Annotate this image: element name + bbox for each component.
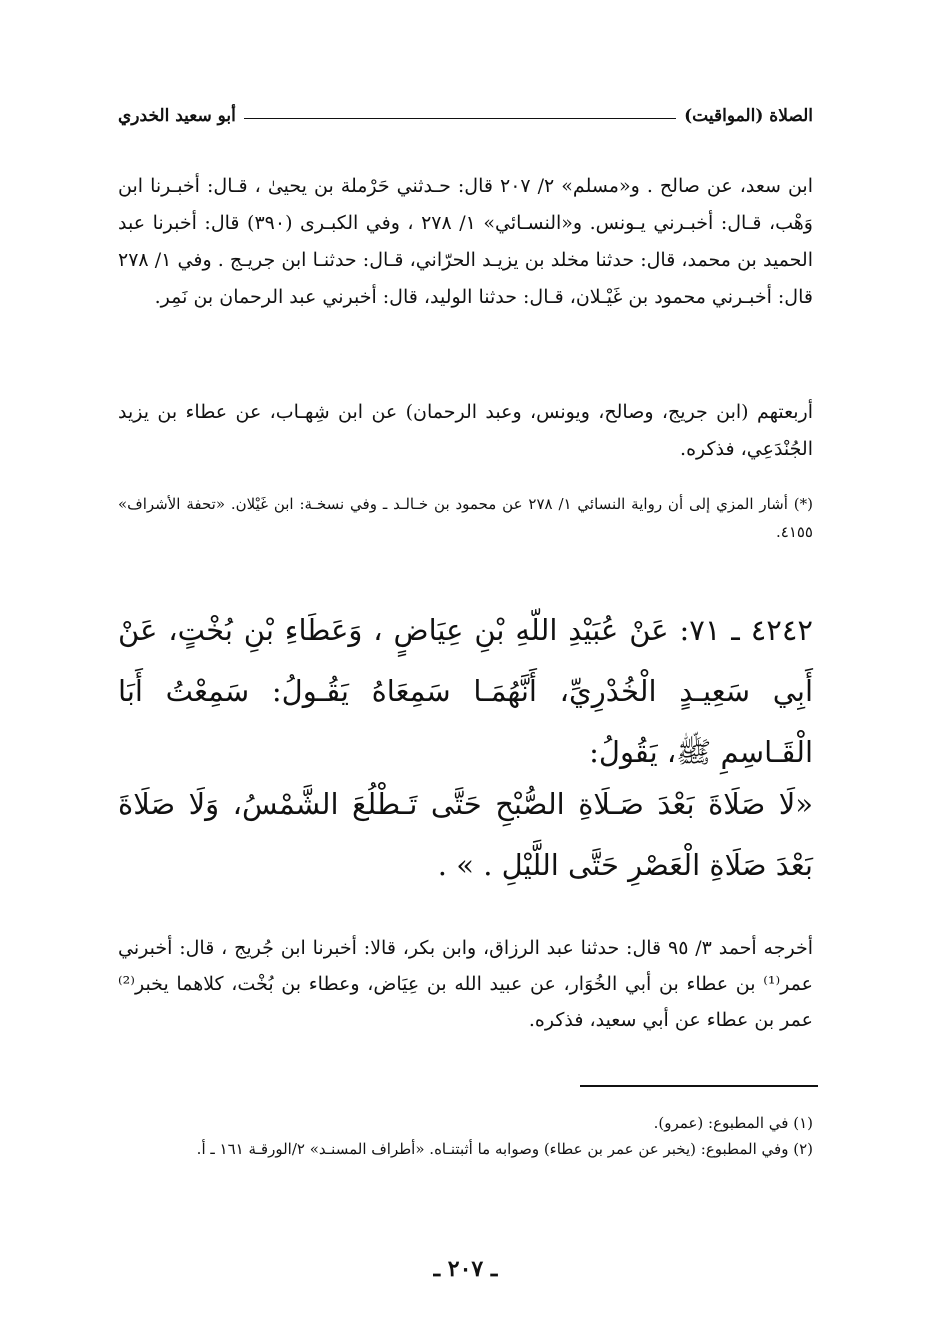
page-number: ـ ٢٠٧ ـ (433, 1256, 498, 1282)
footnote-separator (580, 1085, 818, 1087)
header-rule (244, 118, 676, 119)
takhrij-paragraph: أخرجه أحمد ٣/ ٩٥ قال: حدثنا عبد الرزاق، وابن بكر، قالا: أخبرنا ابن جُريج ، قال: أخبرني عمر⁽¹⁾ بن عطاء بن أبي الخُوَار، عن عبيد الله بن عِيَاض، وعطاء بن بُخْت، كلاهما يخبر⁽²⁾ عمر بن عطاء عن أبي سعيد، فذكره. (118, 937, 813, 1031)
hadith-matn: «لَا صَلَاةَ بَعْدَ صَـلَاةِ الصُّبْحِ حَتَّى تَـطْلُعَ الشَّمْسُ، وَلَا صَلَاةَ بَعْدَ صَلَاةِ الْعَصْرِ حَتَّى اللَّيْلِ . » . (118, 787, 813, 882)
narrator-title: أبو سعيد الخدري (118, 106, 236, 126)
hadith-isnad: ٤٢٤٢ ـ ٧١: عَنْ عُبَيْدِ اللّهِ بْنِ عِيَاضٍ ، وَعَطَاءِ بْنِ بُخْتٍ، عَنْ أَبِي سَعِيـدٍ الْخُدْرِيِّ، أَنَّهُمَـا سَمِعَاهُ يَقُـولُ: سَمِعْتُ أَبَا الْقَـاسِمِ ﷺ، يَقُولُ: (118, 613, 813, 769)
sources-paragraph-2: أربعتهم (ابن جريج، وصالح، ويونس، وعبد الرحمان) عن ابن شِهـاب، عن عطاء بن يزيد الجُنْدَعِي، فذكره. (118, 401, 813, 460)
footnote-2: (٢) وفي المطبوع: (يخبر عن عمر بن عطاء) وصوابه ما أثبتنـاه. «أطراف المسنـد» ٢/الورقـة ١٦١ ـ أ. (196, 1140, 813, 1158)
sources-paragraph-1: ابن سعد، عن صالح . و«مسلم» ٢/ ٢٠٧ قال: حـدثني حَرْملة بن يحيىٰ ، قـال: أخبـرنا ابن وَهْب، قـال: أخبـرني يـونس. و«النسـائي» ١/ ٢٧٨ ، وفي الكبـرى (٣٩٠) قال: أخبرنا عبد الحميد بن محمد، قال: حدثنا مخلد بن يزيـد الحرّاني، قـال: حدثنـا ابن جريـج . وفي ١/ ٢٧٨ قال: أخبـرني محمود بن غَيْـلان، قـال: حدثنا الوليد، قال: أخبرني عبد الرحمان بن نَمِر. (118, 175, 813, 308)
editor-note: (*) أشار المزي إلى أن رواية النسائي ١/ ٢٧٨ عن محمود بن خـالـد ـ وفي نسخـة: ابن غَيْلان. «تحفة الأشراف» ٤١٥٥. (118, 495, 813, 541)
running-header (118, 96, 813, 126)
footnote-1: (١) في المطبوع: (عمرو). (653, 1114, 813, 1132)
footnotes (118, 1110, 813, 1162)
chapter-title: الصلاة (المواقيت) (684, 106, 813, 126)
